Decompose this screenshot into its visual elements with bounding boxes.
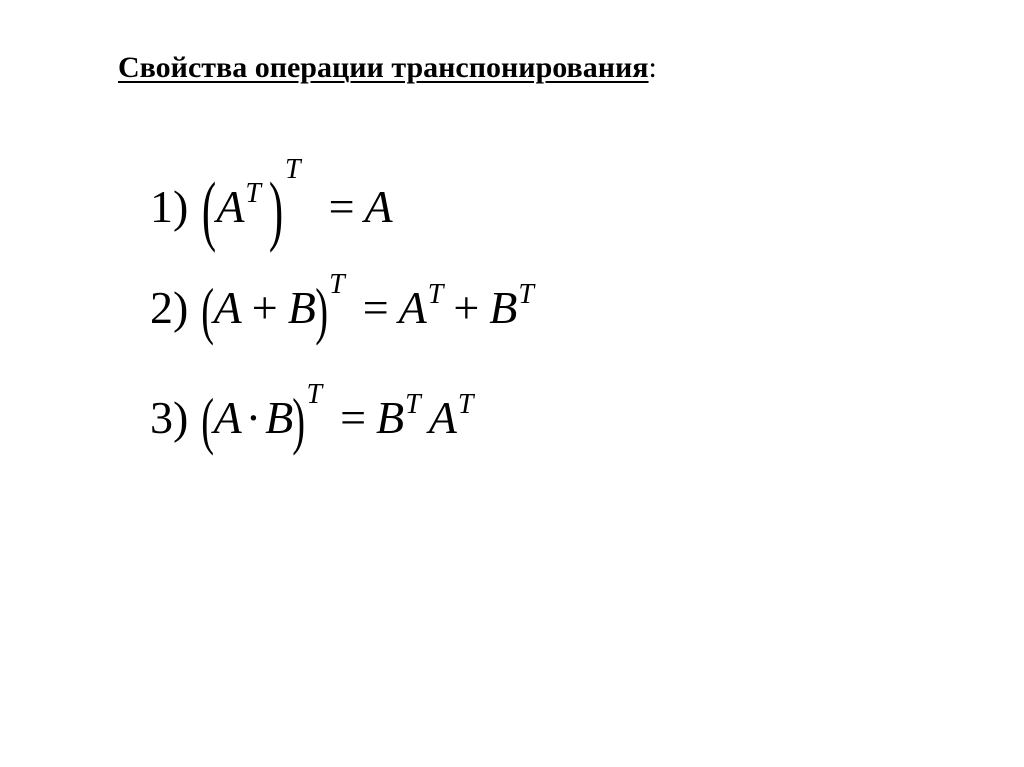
close-paren: ) xyxy=(315,275,328,346)
equals-sign: = xyxy=(328,181,355,232)
var-a: A xyxy=(213,282,242,333)
equals-sign: = xyxy=(362,282,389,333)
open-paren: ( xyxy=(201,385,215,456)
close-paren: ) xyxy=(292,385,306,456)
rhs-var-b: B xyxy=(489,282,518,333)
rhs-var-a: A xyxy=(364,181,393,232)
open-paren: ( xyxy=(202,166,217,253)
superscript-t: T xyxy=(245,178,261,209)
var-b: B xyxy=(287,282,316,333)
rhs-superscript-t: T xyxy=(427,279,444,310)
var-a: A xyxy=(216,181,245,232)
equals-sign: = xyxy=(340,392,367,443)
formula-number: 2) xyxy=(150,282,189,333)
dot-sign: · xyxy=(245,392,262,443)
open-paren: ( xyxy=(201,275,215,346)
close-paren: ) xyxy=(268,166,284,253)
slide-title xyxy=(118,50,657,86)
outer-superscript-t: T xyxy=(284,154,301,185)
formula-number: 3) xyxy=(150,392,189,443)
plus-sign: + xyxy=(251,282,278,333)
rhs-var-a: A xyxy=(428,392,457,443)
formula-number: 1) xyxy=(150,181,189,232)
formula-1 xyxy=(150,140,393,253)
outer-superscript-t: T xyxy=(306,379,323,410)
rhs-plus-sign: + xyxy=(453,282,480,333)
formula-3 xyxy=(150,365,474,456)
rhs-superscript-t: T xyxy=(457,389,474,420)
outer-superscript-t: T xyxy=(329,269,345,300)
rhs-superscript-t: T xyxy=(405,389,421,420)
var-a: A xyxy=(213,392,242,443)
title-colon: : xyxy=(648,51,657,84)
var-b: B xyxy=(265,392,294,443)
rhs-var-b: B xyxy=(376,392,405,443)
rhs-var-a: A xyxy=(398,282,427,333)
rhs-superscript-t: T xyxy=(518,279,534,310)
formula-2 xyxy=(150,255,534,346)
title-text: Свойства операции транспонирования xyxy=(118,51,649,84)
